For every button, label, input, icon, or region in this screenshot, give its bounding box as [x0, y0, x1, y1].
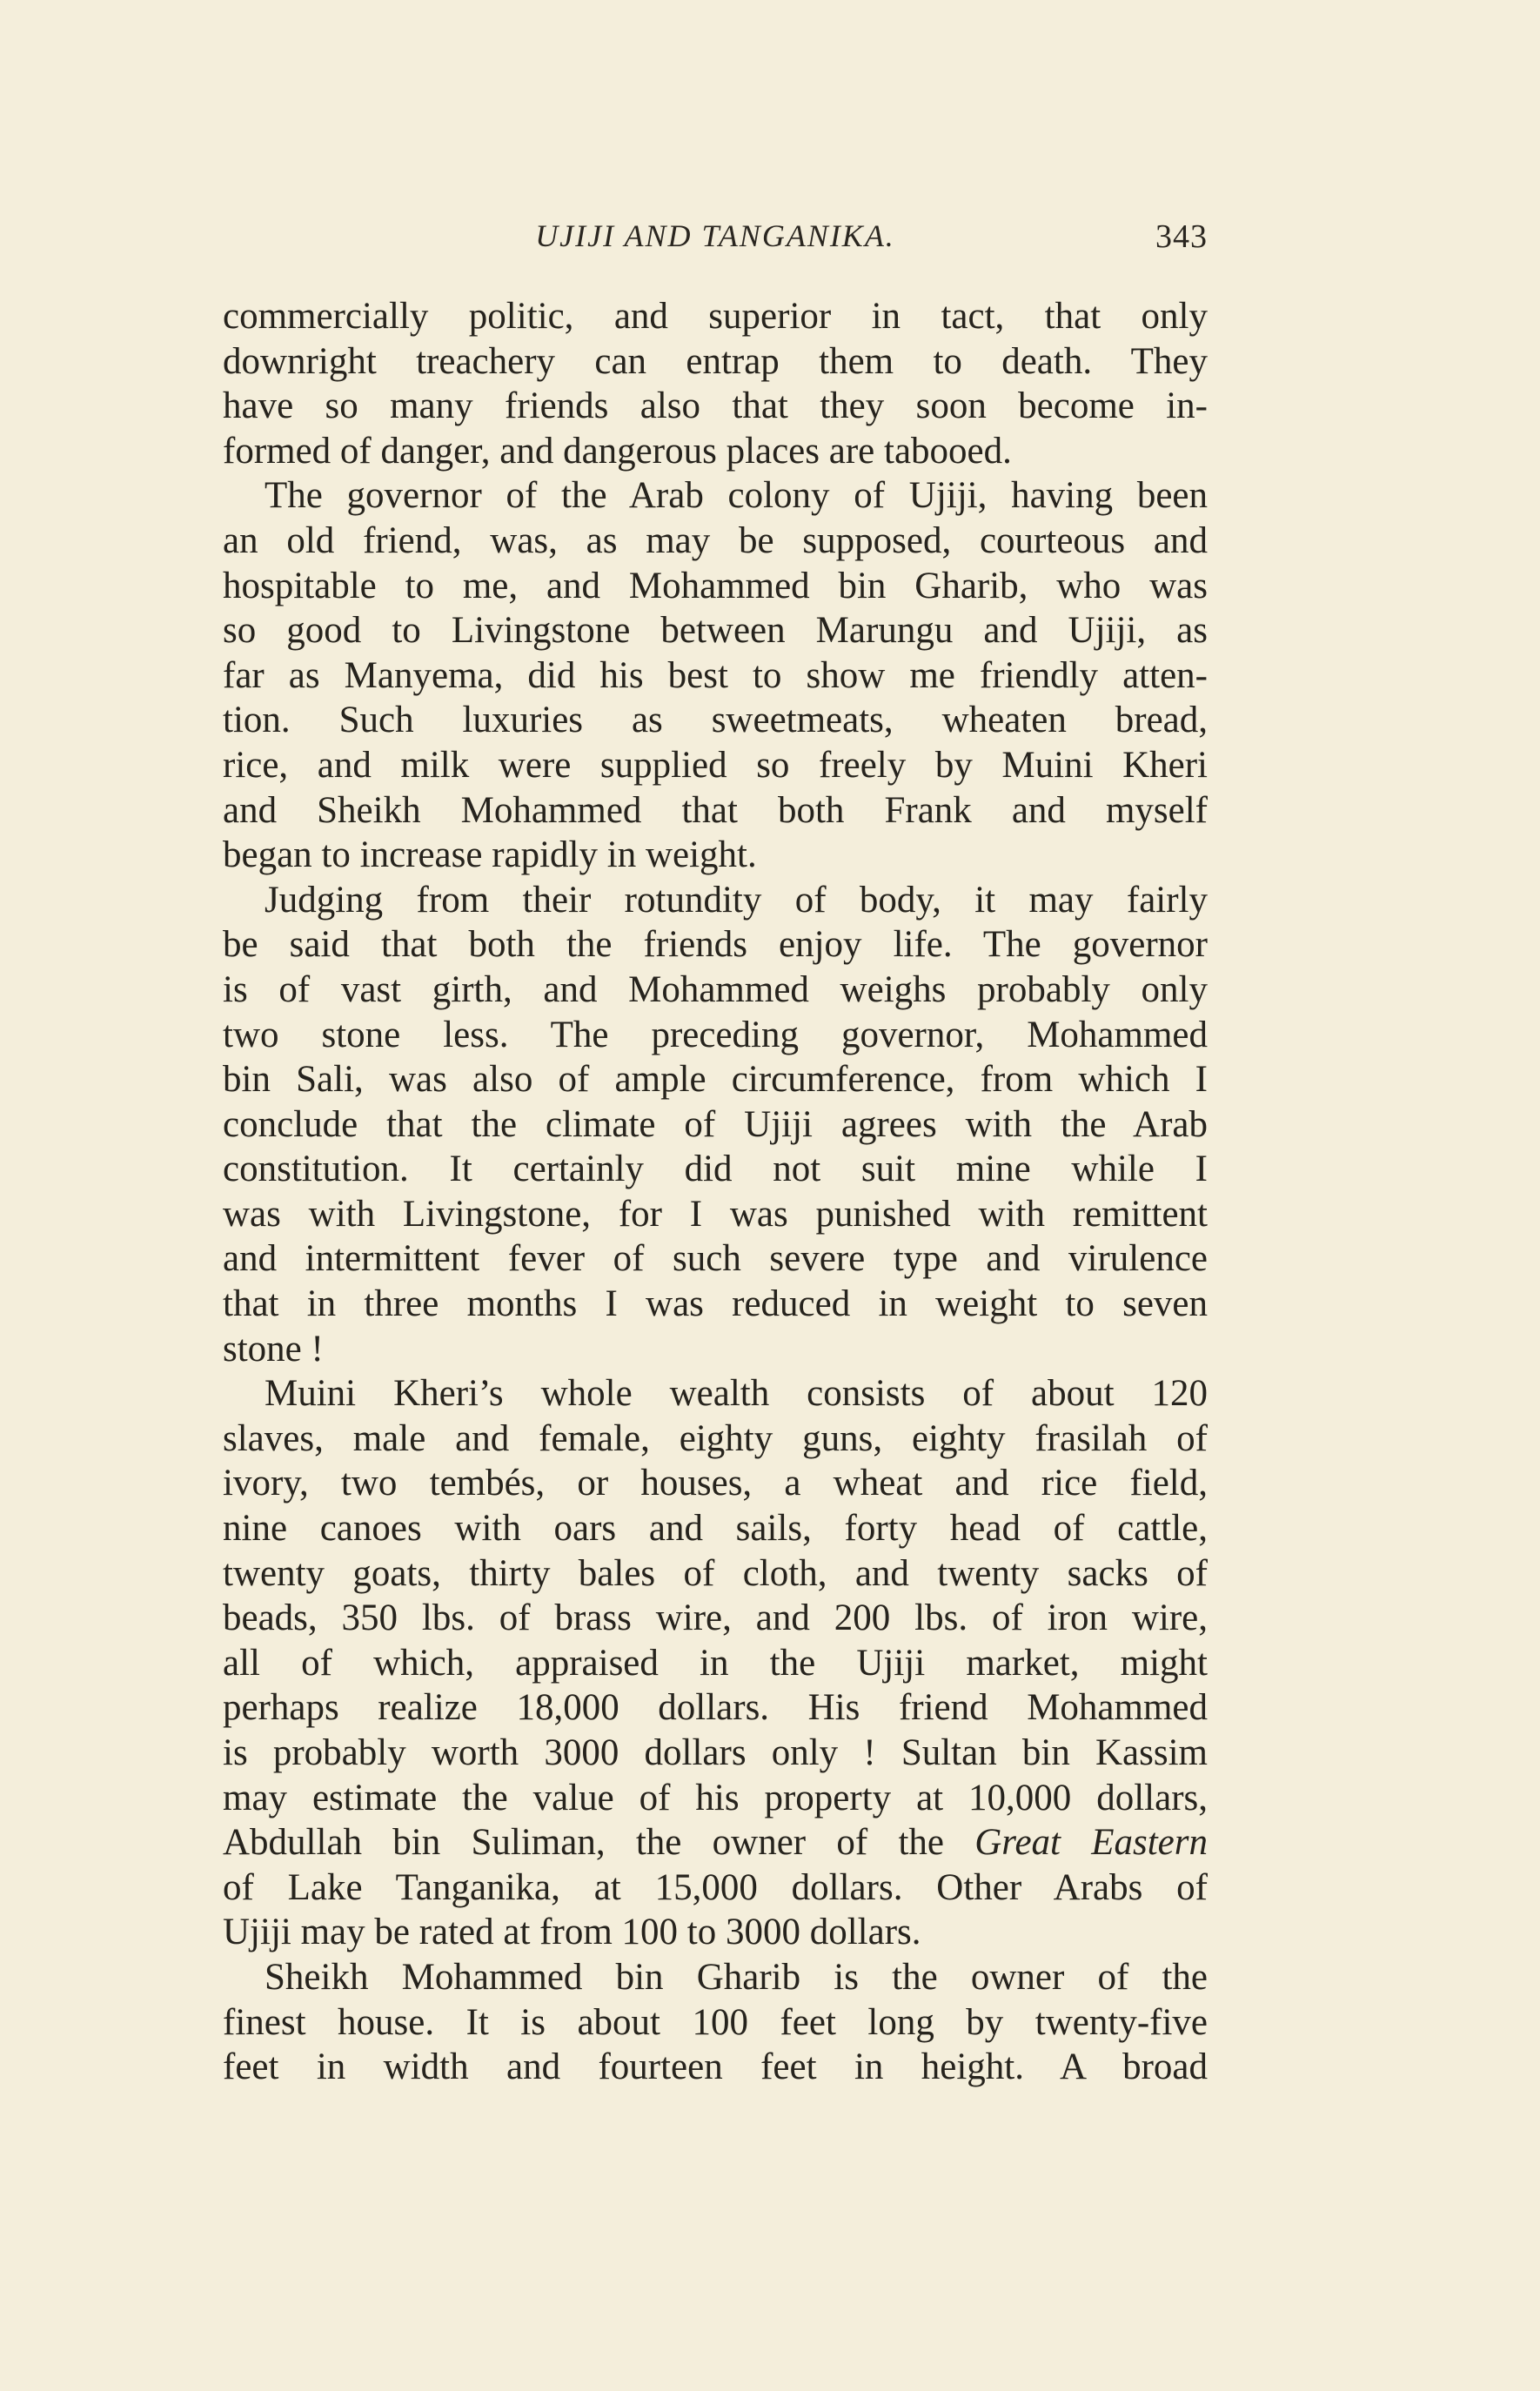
- text-line: downright treachery can entrap them to death. They: [223, 340, 1208, 382]
- text-line: may estimate the value of his property at 10,000 dollars,: [223, 1777, 1208, 1818]
- text-line: constitution. It certainly did not suit mine while I: [223, 1149, 1208, 1190]
- page-header: [223, 218, 1208, 270]
- text-line: feet in width and fourteen feet in height. A broad: [223, 2046, 1208, 2088]
- text-line: stone !: [223, 1328, 324, 1370]
- text-line: that in three months I was reduced in weight to seven: [223, 1283, 1208, 1325]
- text-line: slaves, male and female, eighty guns, eighty frasilah of: [223, 1417, 1208, 1459]
- text-line: conclude that the climate of Ujiji agrees with the Arab: [223, 1103, 1208, 1145]
- text-line: twenty goats, thirty bales of cloth, and twenty sacks of: [223, 1552, 1208, 1594]
- text-line: Sheikh Mohammed bin Gharib is the owner of the: [264, 1956, 1208, 1998]
- text-line: The governor of the Arab colony of Ujiji, having been: [264, 475, 1208, 517]
- text-line: tion. Such luxuries as sweetmeats, wheaten bread,: [223, 700, 1208, 741]
- text-line: rice, and milk were supplied so freely by Muini Kheri: [223, 744, 1208, 786]
- text-segment: Abdullah bin Suliman, the owner of the: [223, 1822, 944, 1864]
- running-title: UJIJI AND TANGANIKA.: [535, 218, 895, 253]
- text-line: is probably worth 3000 dollars only ! Sultan bin Kassim: [223, 1732, 1208, 1773]
- text-line: is of vast girth, and Mohammed weighs probably only: [223, 968, 1208, 1010]
- text-line: nine canoes with oars and sails, forty head of cattle,: [223, 1508, 1208, 1550]
- text-line: Muini Kheri’s whole wealth consists of about 120: [264, 1373, 1208, 1415]
- text-line: be said that both the friends enjoy life. The governor: [223, 924, 1208, 966]
- text-line: beads, 350 lbs. of brass wire, and 200 lbs. of iron wire,: [223, 1597, 1208, 1639]
- text-line: was with Livingstone, for I was punished with remittent: [223, 1193, 1208, 1235]
- body-text: [223, 294, 1208, 2090]
- text-line: finest house. It is about 100 feet long by twenty-five: [223, 2001, 1208, 2043]
- text-line: ivory, two tembés, or houses, a wheat and rice field,: [223, 1463, 1208, 1504]
- text-line: an old friend, was, as may be supposed, courteous and: [223, 519, 1208, 561]
- text-line: Judging from their rotundity of body, it may fairly: [264, 879, 1208, 921]
- text-line: bin Sali, was also of ample circumference, from which I: [223, 1059, 1208, 1101]
- text-line: [223, 1820, 1208, 1865]
- text-line: far as Manyema, did his best to show me friendly atten-: [223, 654, 1208, 696]
- text-line: all of which, appraised in the Ujiji market, might: [223, 1642, 1208, 1684]
- text-line: perhaps realize 18,000 dollars. His friend Mohammed: [223, 1687, 1208, 1729]
- text-line: have so many friends also that they soon become in-: [223, 385, 1208, 427]
- text-line: of Lake Tanganika, at 15,000 dollars. Other Arabs of: [223, 1866, 1208, 1908]
- page-number: 343: [1155, 218, 1208, 255]
- text-line: so good to Livingstone between Marungu and Ujiji, as: [223, 610, 1208, 652]
- text-line: hospitable to me, and Mohammed bin Gharib, who was: [223, 565, 1208, 606]
- text-line: and Sheikh Mohammed that both Frank and myself: [223, 789, 1208, 831]
- text-line: and intermittent fever of such severe type and virulence: [223, 1238, 1208, 1280]
- text-line: began to increase rapidly in weight.: [223, 834, 757, 876]
- text-line: Ujiji may be rated at from 100 to 3000 dollars.: [223, 1912, 921, 1953]
- text-line: two stone less. The preceding governor, Mohammed: [223, 1014, 1208, 1055]
- text-line: formed of danger, and dangerous places are tabooed.: [223, 430, 1012, 472]
- text-line: commercially politic, and superior in tact, that only: [223, 296, 1208, 337]
- ship-name: Great Eastern: [974, 1822, 1208, 1864]
